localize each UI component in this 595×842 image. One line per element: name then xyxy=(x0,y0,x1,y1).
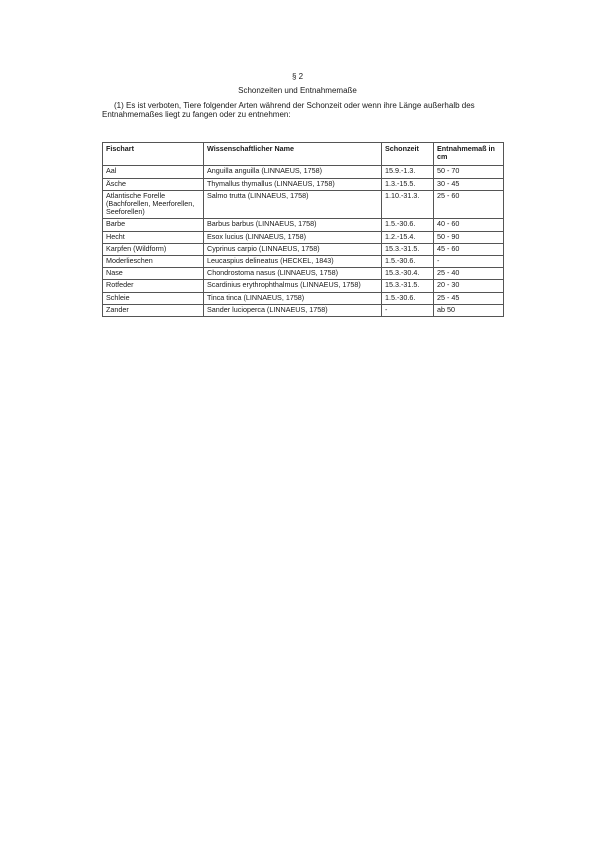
cell-schonzeit: - xyxy=(382,304,434,316)
cell-scientific-name: Esox lucius (LINNAEUS, 1758) xyxy=(204,231,382,243)
table-row xyxy=(103,219,504,231)
cell-entnahmemass: 45 - 60 xyxy=(434,243,504,255)
header-wissenschaftlicher-name: Wissenschaftlicher Name xyxy=(204,143,382,166)
cell-entnahmemass: 20 - 30 xyxy=(434,280,504,292)
cell-scientific-name: Leucaspius delineatus (HECKEL, 1843) xyxy=(204,256,382,268)
cell-schonzeit: 1.3.-15.5. xyxy=(382,178,434,190)
section-title: Schonzeiten und Entnahmemaße xyxy=(238,86,357,95)
cell-schonzeit: 1.2.-15.4. xyxy=(382,231,434,243)
table-body xyxy=(103,166,504,317)
table-row xyxy=(103,292,504,304)
table-row xyxy=(103,280,504,292)
cell-fischart: Atlantische Forelle (Bachforellen, Meerforellen, Seeforellen) xyxy=(103,190,204,219)
cell-schonzeit: 15.9.-1.3. xyxy=(382,166,434,178)
section-number: § 2 xyxy=(291,72,304,81)
cell-schonzeit: 15.3.-30.4. xyxy=(382,268,434,280)
cell-scientific-name: Chondrostoma nasus (LINNAEUS, 1758) xyxy=(204,268,382,280)
cell-entnahmemass: 25 - 40 xyxy=(434,268,504,280)
cell-schonzeit: 1.5.-30.6. xyxy=(382,292,434,304)
intro-paragraph: (1) Es ist verboten, Tiere folgender Arten während der Schonzeit oder wenn ihre Länge außerhalb des Entnahmemaßes liegt zu fangen oder zu entnehmen: xyxy=(102,101,475,119)
cell-fischart: Rotfeder xyxy=(103,280,204,292)
cell-fischart: Zander xyxy=(103,304,204,316)
table-row xyxy=(103,268,504,280)
fish-table xyxy=(102,142,504,317)
table-row xyxy=(103,256,504,268)
table-row xyxy=(103,178,504,190)
cell-entnahmemass: 50 - 90 xyxy=(434,231,504,243)
cell-fischart: Barbe xyxy=(103,219,204,231)
table-row xyxy=(103,190,504,219)
cell-fischart: Nase xyxy=(103,268,204,280)
table-row xyxy=(103,231,504,243)
cell-scientific-name: Salmo trutta (LINNAEUS, 1758) xyxy=(204,190,382,219)
cell-entnahmemass: 40 - 60 xyxy=(434,219,504,231)
cell-fischart: Schleie xyxy=(103,292,204,304)
cell-entnahmemass: - xyxy=(434,256,504,268)
cell-schonzeit: 1.5.-30.6. xyxy=(382,256,434,268)
cell-entnahmemass: 50 - 70 xyxy=(434,166,504,178)
cell-scientific-name: Sander lucioperca (LINNAEUS, 1758) xyxy=(204,304,382,316)
cell-fischart: Moderlieschen xyxy=(103,256,204,268)
cell-scientific-name: Anguilla anguilla (LINNAEUS, 1758) xyxy=(204,166,382,178)
table-header xyxy=(103,143,504,166)
cell-schonzeit: 1.10.-31.3. xyxy=(382,190,434,219)
cell-scientific-name: Tinca tinca (LINNAEUS, 1758) xyxy=(204,292,382,304)
cell-scientific-name: Thymallus thymallus (LINNAEUS, 1758) xyxy=(204,178,382,190)
header-schonzeit: Schonzeit xyxy=(382,143,434,166)
cell-schonzeit: 15.3.-31.5. xyxy=(382,280,434,292)
cell-fischart: Aal xyxy=(103,166,204,178)
table-row xyxy=(103,166,504,178)
table-header-row xyxy=(103,143,504,166)
cell-entnahmemass: ab 50 xyxy=(434,304,504,316)
table-row xyxy=(103,243,504,255)
cell-schonzeit: 15.3.-31.5. xyxy=(382,243,434,255)
cell-scientific-name: Barbus barbus (LINNAEUS, 1758) xyxy=(204,219,382,231)
header-entnahmemass: Entnahmemaß in cm xyxy=(434,143,504,166)
cell-entnahmemass: 25 - 60 xyxy=(434,190,504,219)
cell-fischart: Hecht xyxy=(103,231,204,243)
cell-entnahmemass: 30 - 45 xyxy=(434,178,504,190)
cell-fischart: Äsche xyxy=(103,178,204,190)
cell-schonzeit: 1.5.-30.6. xyxy=(382,219,434,231)
cell-fischart: Karpfen (Wildform) xyxy=(103,243,204,255)
table-row xyxy=(103,304,504,316)
cell-scientific-name: Scardinius erythrophthalmus (LINNAEUS, 1758) xyxy=(204,280,382,292)
header-fischart: Fischart xyxy=(103,143,204,166)
cell-entnahmemass: 25 - 45 xyxy=(434,292,504,304)
cell-scientific-name: Cyprinus carpio (LINNAEUS, 1758) xyxy=(204,243,382,255)
